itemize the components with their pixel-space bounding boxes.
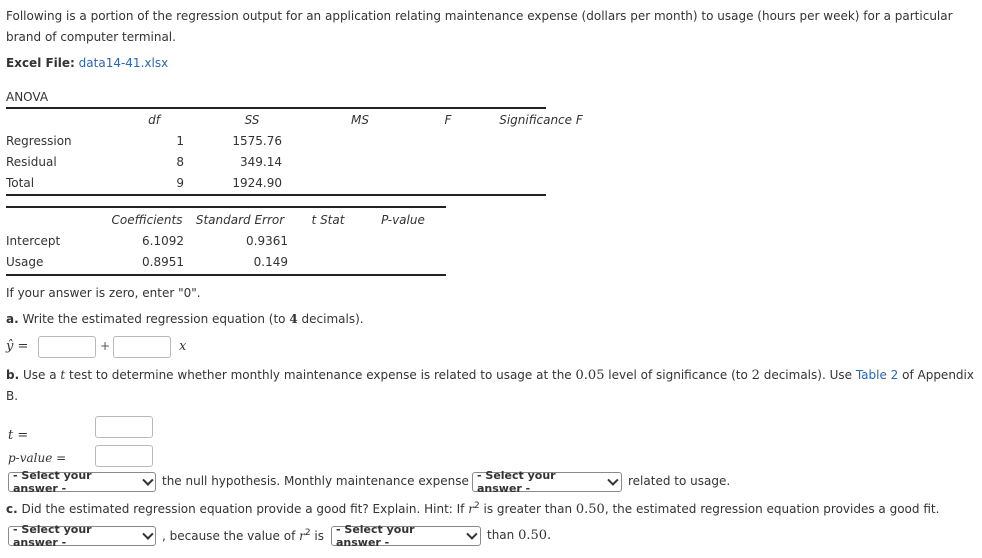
coef-table: [2, 209, 442, 272]
anova-header-ms: MS: [351, 112, 369, 127]
table-row: Total 9 1924.90: [6, 175, 282, 190]
table-2-link[interactable]: Table 2: [855, 368, 899, 382]
hypothesis-select[interactable]: - Select your answer -: [8, 472, 156, 492]
pvalue-label: p-value =: [8, 451, 67, 465]
coef-top-rule: [6, 206, 446, 208]
related-text: related to usage.: [628, 474, 731, 488]
excel-file-link[interactable]: data14-41.xlsx: [78, 56, 169, 70]
part-b-question: b. Use a t test to determine whether monthly maintenance expense is related to usage at the 0.05 level of significance (to 2 decimals). Use Table 2 of Appendix: [6, 368, 974, 383]
part-c-question: c. Did the estimated regression equation provide a good fit? Explain. Hint: If $r^2$ is greater than 0.50, the estimated regression equation provides a good fit.: [6, 501, 940, 517]
anova-table: [2, 109, 590, 193]
pvalue-input[interactable]: [95, 445, 153, 467]
slope-input[interactable]: [113, 336, 171, 358]
part-a-question: a. Write the estimated regression equation (to 4 decimals).: [6, 312, 364, 326]
zero-note: If your answer is zero, enter "0".: [6, 286, 201, 300]
table-row: Intercept 6.1092 0.9361: [6, 233, 288, 248]
t-stat-input[interactable]: [95, 416, 153, 438]
x-variable: x: [179, 339, 187, 354]
chevron-down-icon: [608, 474, 619, 485]
coef-header-pvalue: P-value: [381, 212, 425, 227]
coef-header-tstat: t Stat: [311, 212, 345, 227]
intro-text: Following is a portion of the regression output for an application relating maintenance expense (dollars per month) to usage (hours per week) for a particular brand of computer terminal.: [6, 9, 953, 44]
anova-bottom-rule: [6, 194, 546, 196]
part-b-question-cont: B.: [6, 389, 19, 403]
anova-title: ANOVA: [6, 90, 49, 104]
because-text: , because the value of $r^2$ is: [162, 528, 325, 543]
chevron-down-icon: [467, 528, 478, 539]
anova-header-f: F: [444, 112, 452, 127]
anova-header-df: df: [148, 112, 160, 127]
coef-bottom-rule: [6, 274, 446, 276]
t-label: t =: [8, 428, 29, 443]
plus-sign: +: [100, 339, 111, 353]
comparison-select[interactable]: - Select your answer -: [331, 526, 481, 546]
good-fit-select[interactable]: - Select your answer -: [8, 526, 156, 546]
relationship-select[interactable]: - Select your answer -: [472, 472, 622, 492]
null-hypothesis-text: the null hypothesis. Monthly maintenance expense: [162, 474, 469, 488]
coef-header-se: Standard Error: [195, 212, 285, 227]
than-text: than 0.50.: [487, 528, 552, 543]
anova-header-sigf: Significance F: [499, 112, 583, 127]
chevron-down-icon: [142, 529, 153, 540]
table-row: Residual 8 349.14: [6, 154, 282, 169]
table-row: Usage 0.8951 0.149: [6, 254, 288, 269]
chevron-down-icon: [142, 475, 153, 486]
table-row: Regression 1 1575.76: [6, 133, 282, 148]
anova-header-ss: SS: [244, 112, 260, 127]
excel-file-line: Excel File: data14-41.xlsx: [6, 56, 169, 70]
yhat-label: ŷ =: [6, 339, 29, 354]
coef-header-coefficients: Coefficients: [111, 212, 183, 227]
intercept-input[interactable]: [38, 336, 96, 358]
